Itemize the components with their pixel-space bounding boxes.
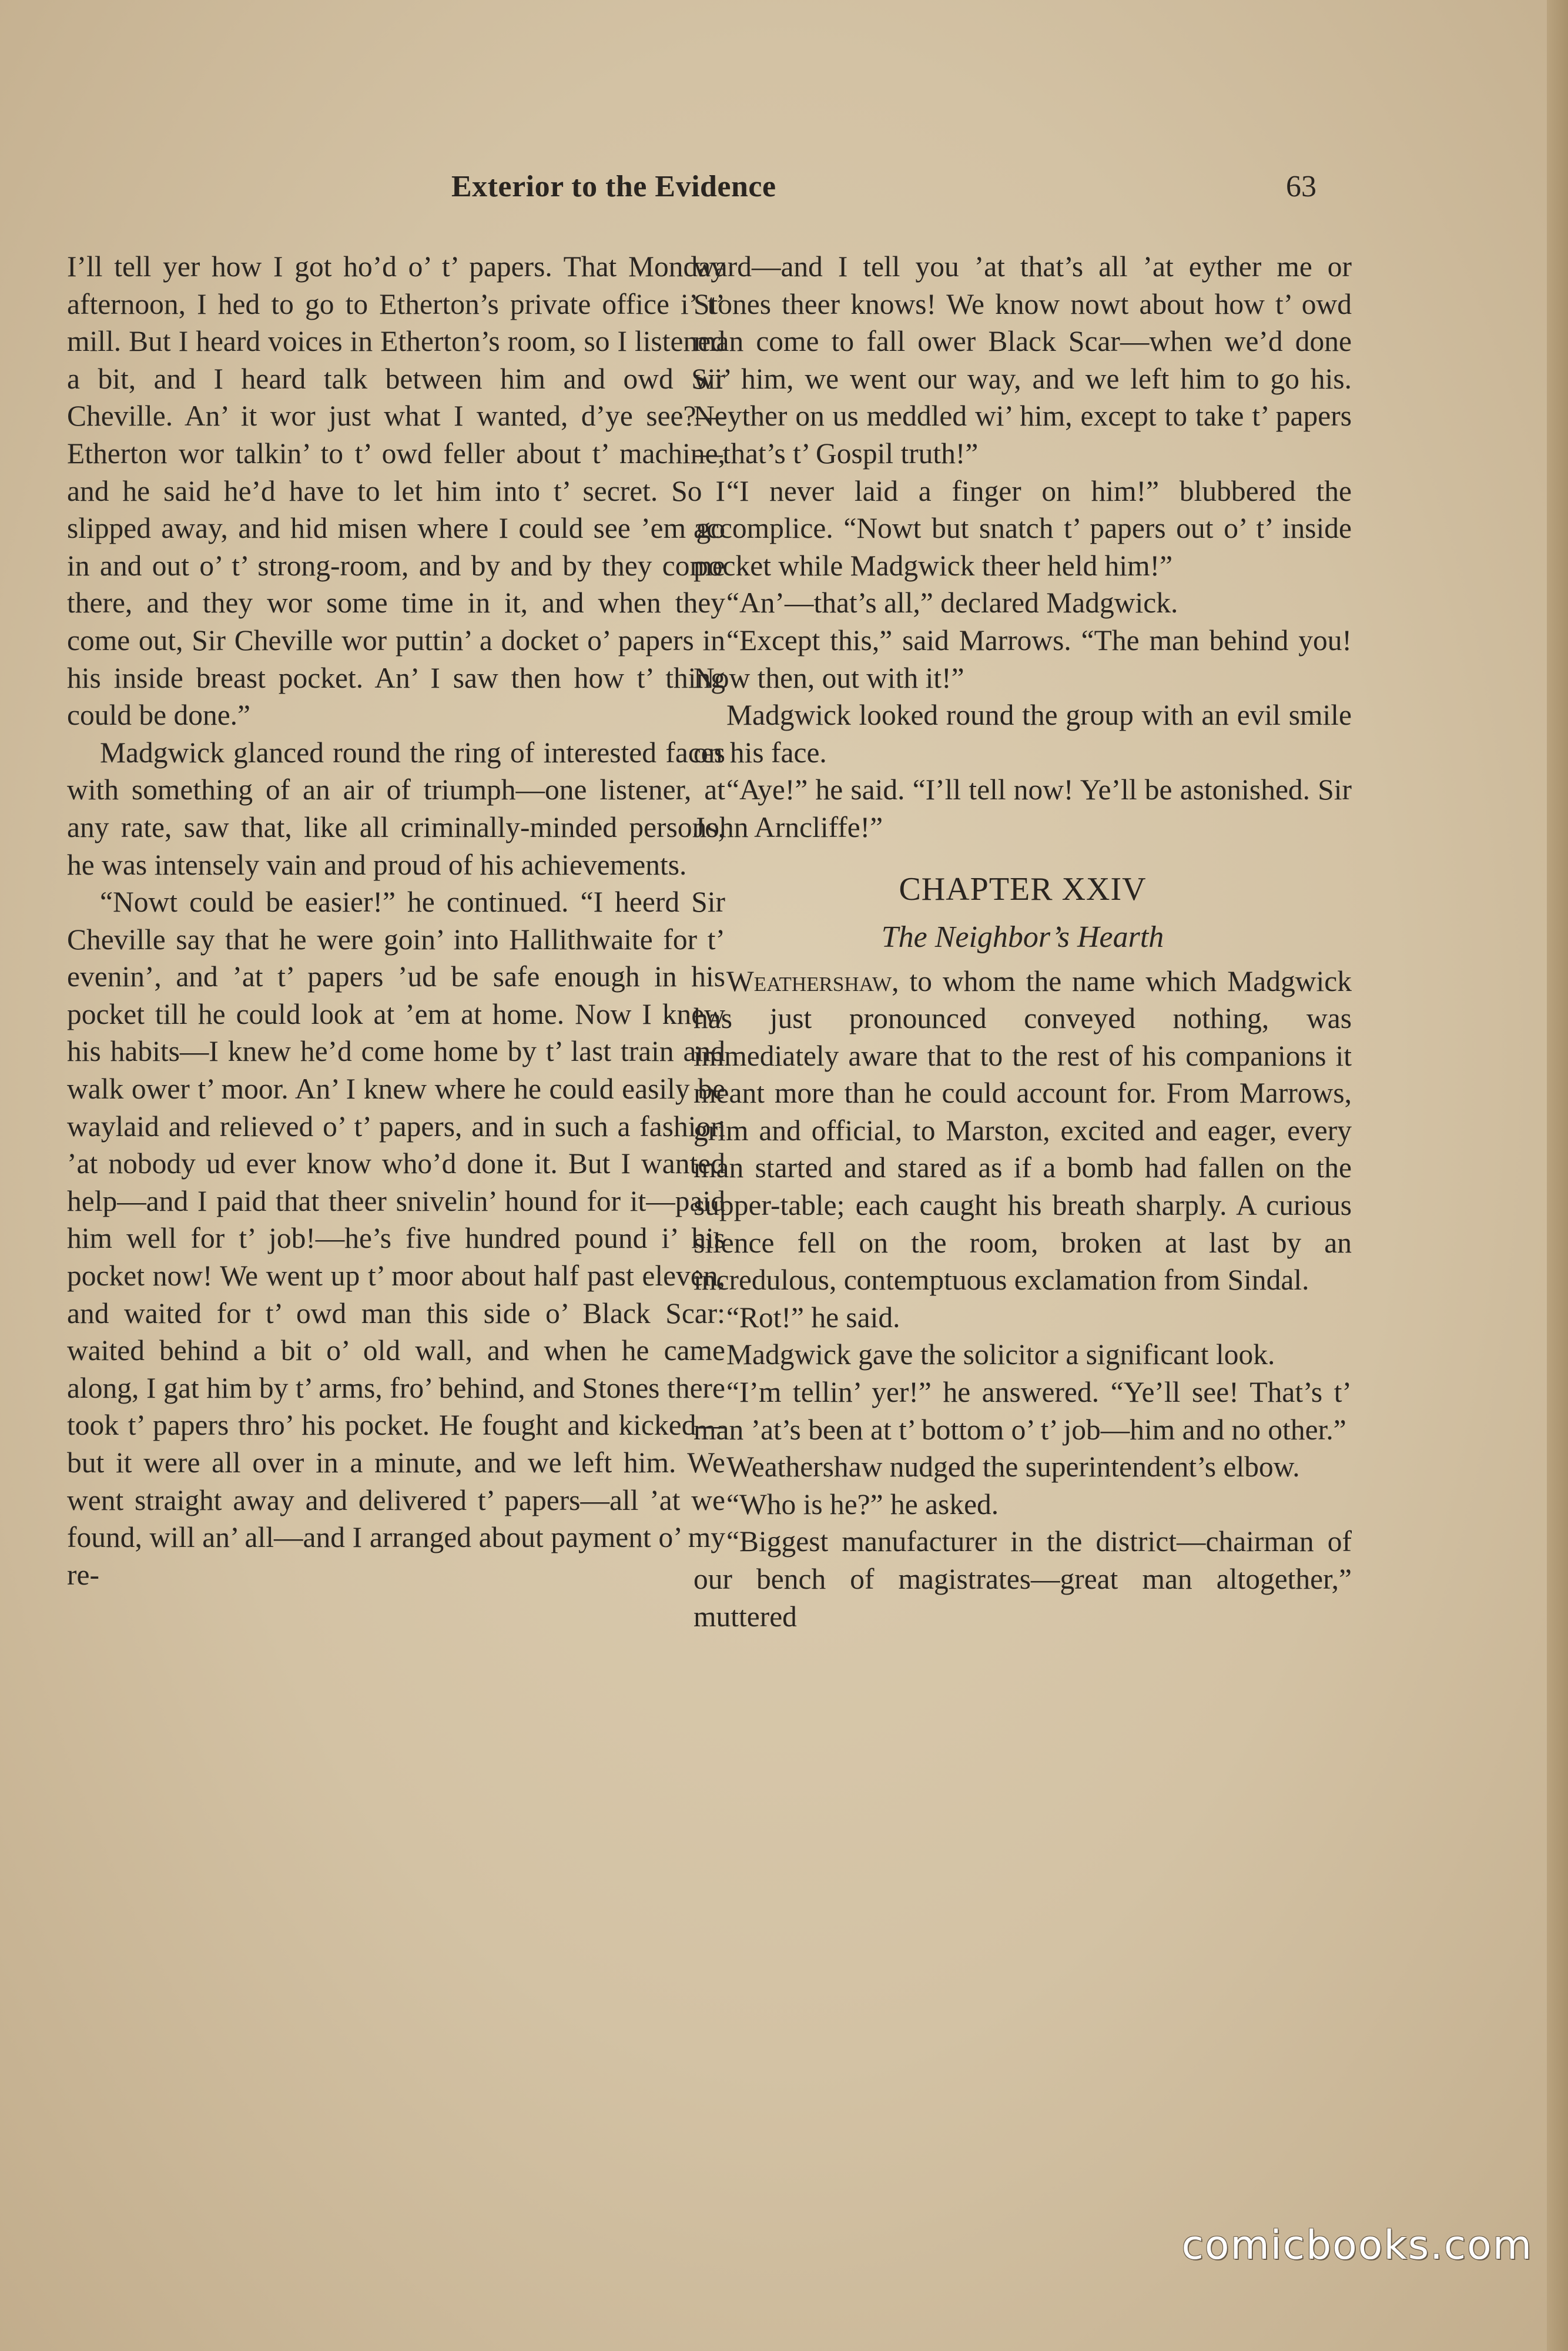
opening-text: to whom the name which Madgwick has just pronounced conveyed nothing, was immediately aware that to the rest of his companions it meant more than he could account for. From Marrows, grim and official, to Marston, excited and eager, every man started and stared as if a bomb had fallen on the supper-table; each caught his breath sharply. A curious silence fell on the room, broken at last by an incredulous, contemptuous exclamation from Sindal. <box>693 964 1352 1297</box>
paragraph: Madgwick looked round the group with an evil smile on his face. <box>693 699 1352 769</box>
paragraph: “Who is he?” he asked. <box>726 1488 999 1521</box>
watermark-logo: comicbooks.com <box>1181 2222 1533 2269</box>
running-header <box>447 169 1316 210</box>
paragraph: “An’—that’s all,” declared Madgwick. <box>726 587 1178 619</box>
chapter-title: The Neighbor’s Hearth <box>881 920 1164 954</box>
running-title: Exterior to the Evidence <box>451 170 776 203</box>
paragraph: Weathershaw nudged the superintendent’s elbow. <box>726 1451 1300 1483</box>
page-number: 63 <box>1286 170 1316 203</box>
paragraph: I’ll tell yer how I got ho’d o’ t’ papers. That Monday afternoon, I hed to go to Etherton’s private office i’ t’ mill. But I heard voices in Etherton’s room, so I listened a bit, and I heard talk between him and owd Sir Cheville. An’ it wor just what I wanted, d’ye see?—Etherton wor talkin’ to t’ owd feller about t’ machine, and he said he’d have to let him into t’ secret. So I slipped away, and hid misen where I could see ’em go in and out o’ t’ strong-room, and by and by they come there, and they wor some time in it, and when they come out, Sir Cheville wor puttin’ a docket o’ papers in his inside breast pocket. An’ I saw then how t’ thing could be done.” <box>67 250 725 732</box>
paragraph: “I’m tellin’ yer!” he answered. “Ye’ll see! That’s t’ man ’at’s been at t’ bottom o’ t’ job—him and no other.” <box>693 1376 1352 1446</box>
chapter-opening-paragraph <box>693 963 1352 1299</box>
paragraph: “Biggest manufacturer in the district—chairman of our bench of magistrates—great man altogether,” muttered <box>693 1525 1352 1633</box>
paragraph: ward—and I tell you ’at that’s all ’at eyther me or Stones theer knows! We know nowt about how t’ owd man come to fall ower Black Scar—when we’d done wi’ him, we went our way, and we left him to go his. Neyther on us meddled wi’ him, except to take t’ papers—that’s t’ Gospil truth!” <box>693 250 1352 470</box>
paragraph: “Aye!” he said. “I’ll tell now! Ye’ll be astonished. Sir John Arncliffe!” <box>693 773 1352 843</box>
chapter-heading: CHAPTER XXIV <box>899 870 1147 907</box>
paragraph: “Nowt could be easier!” he continued. “I heerd Sir Cheville say that he were goin’ into Hallithwaite for t’ evenin’, and ’at t’ papers ’ud be safe enough in his pocket till he could look at ’em at home. Now I knew his habits—I knew he’d come home by t’ last train and walk ower t’ moor. An’ I knew where he could easily be waylaid and relieved o’ t’ papers, and in such a fashion ’at nobody ud ever know who’d done it. But I wanted help—and I paid that theer snivelin’ hound for it—paid him well for t’ job!—he’s five hundred pound i’ his pocket now! We went up t’ moor about half past eleven, and waited for t’ owd man this side o’ Black Scar: waited behind a bit o’ old wall, and when he came along, I gat him by t’ arms, fro’ behind, and Stones there took t’ papers thro’ his pocket. He fought and kicked—but it were all over in a minute, and we left him. We went straight away and delivered t’ papers—all ’at we found, will an’ all—and I arranged about payment o’ my re- <box>67 886 725 1591</box>
paragraph: Madgwick glanced round the ring of interested faces with something of an air of triumph—one listener, at any rate, saw that, like all criminally-minded persons, he was intensely vain and proud of his achievements. <box>67 736 725 881</box>
paragraph: “I never laid a finger on him!” blubbered the accomplice. “Nowt but snatch t’ papers out o’ t’ inside pocket while Madgwick theer held him!” <box>693 474 1352 582</box>
right-column <box>693 248 1352 1635</box>
paragraph: “Rot!” he said. <box>726 1301 900 1334</box>
left-column <box>67 248 725 1593</box>
paragraph: Madgwick gave the solicitor a significant look. <box>726 1338 1275 1371</box>
page-edge <box>1547 0 1568 2351</box>
opening-word: Weathershaw, <box>726 964 899 997</box>
paragraph: “Except this,” said Marrows. “The man behind you! Now then, out with it!” <box>693 624 1352 694</box>
